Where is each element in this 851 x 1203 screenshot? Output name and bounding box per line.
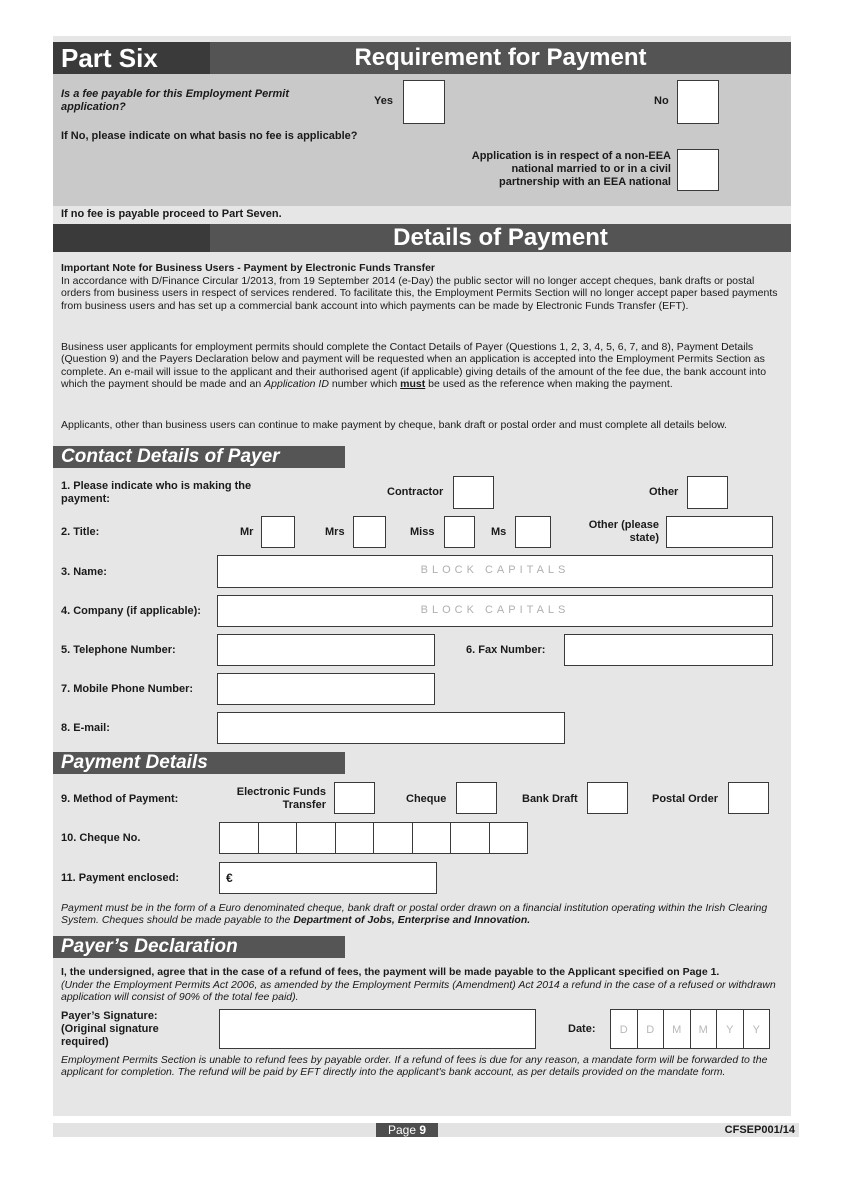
- date-day-box[interactable]: D: [610, 1009, 638, 1049]
- document-code: CFSEP001/14: [724, 1124, 795, 1136]
- details-payment-title: Details of Payment: [393, 224, 608, 251]
- mobile-input[interactable]: [217, 673, 435, 705]
- payment-amount-input[interactable]: [219, 862, 437, 894]
- part-label: Part Six: [53, 42, 210, 74]
- eft-label: Electronic Funds Transfer: [236, 786, 326, 811]
- cheque-digit-box[interactable]: [450, 822, 490, 854]
- cheque-number-grid: [219, 822, 527, 854]
- euro-symbol: €: [226, 871, 233, 885]
- other-title-label: Other (please state): [588, 519, 659, 544]
- other-payer-checkbox[interactable]: [687, 476, 728, 509]
- eft-note-body: In accordance with D/Finance Circular 1/2013, from 19 September 2014 (e-Day) the public sector will no longer accept cheques, bank drafts or postal orders from business users in respect of services rendered. To facilitate this, the Employment Permits Section will no longer accept paper based payments from business users and has set up a commercial bank account into which payments can be made by Electronic Funds Transfer (EFT).: [61, 275, 778, 312]
- part-title: Requirement for Payment: [354, 44, 647, 71]
- proceed-note: If no fee is payable proceed to Part Seven.: [61, 208, 282, 220]
- q8-label: 8. E-mail:: [61, 722, 110, 734]
- fee-no-checkbox[interactable]: [677, 80, 719, 124]
- bank-draft-label: Bank Draft: [522, 793, 578, 805]
- bank-draft-checkbox[interactable]: [587, 782, 628, 814]
- department-name: Department of Jobs, Enterprise and Innovation.: [293, 914, 531, 927]
- banner-left-block: [53, 224, 210, 252]
- postal-order-checkbox[interactable]: [728, 782, 769, 814]
- date-label: Date:: [568, 1023, 596, 1035]
- q4-label: 4. Company (if applicable):: [61, 605, 201, 617]
- name-input[interactable]: [217, 555, 773, 588]
- telephone-input[interactable]: [217, 634, 435, 666]
- title-mr-checkbox[interactable]: [261, 516, 295, 548]
- other-title-input[interactable]: [666, 516, 773, 548]
- title-mrs-checkbox[interactable]: [353, 516, 386, 548]
- miss-label: Miss: [410, 526, 435, 538]
- eft-note-heading: Important Note for Business Users - Payment by Electronic Funds Transfer: [61, 262, 436, 274]
- fax-input[interactable]: [564, 634, 773, 666]
- contractor-checkbox[interactable]: [453, 476, 494, 509]
- cheque-digit-box[interactable]: [489, 822, 529, 854]
- signature-label: Payer’s Signature: (Original signature required): [61, 1010, 159, 1048]
- non-eea-label: Application is in respect of a non-EEA national married to or in a civil partnership with an EEA national: [471, 150, 671, 188]
- other-payer-label: Other: [649, 486, 679, 498]
- declaration-statement-note: (Under the Employment Permits Act 2006, as amended by the Employment Permits (Amendment) Act 2014 a refund in the case of a refused or withdrawn application will consist of 90% of the total fee paid).: [61, 979, 776, 1004]
- q1-label: 1. Please indicate who is making the payment:: [61, 480, 252, 505]
- date-month-box[interactable]: M: [663, 1009, 691, 1049]
- title-ms-checkbox[interactable]: [515, 516, 551, 548]
- part-six-banner: [53, 42, 791, 74]
- company-input[interactable]: [217, 595, 773, 627]
- payment-details-heading: Payment Details: [53, 752, 345, 774]
- cheque-label: Cheque: [406, 793, 447, 805]
- must-emphasis: must: [400, 377, 426, 390]
- cheque-digit-box[interactable]: [219, 822, 259, 854]
- q3-label: 3. Name:: [61, 566, 107, 578]
- date-year-box[interactable]: Y: [716, 1009, 744, 1049]
- cheque-digit-box[interactable]: [373, 822, 413, 854]
- fee-yes-checkbox[interactable]: [403, 80, 445, 124]
- application-id-term: Application ID: [264, 377, 329, 390]
- other-applicants-paragraph: Applicants, other than business users can continue to make payment by cheque, bank draft or postal order and must complete all details below.: [61, 419, 727, 431]
- no-label: No: [654, 95, 669, 107]
- name-placeholder: BLOCK CAPITALS: [420, 564, 570, 576]
- ms-label: Ms: [491, 526, 507, 538]
- cheque-digit-box[interactable]: [296, 822, 336, 854]
- mr-label: Mr: [240, 526, 254, 538]
- contact-details-heading: Contact Details of Payer: [53, 446, 345, 468]
- date-year-box[interactable]: Y: [743, 1009, 771, 1049]
- company-placeholder: BLOCK CAPITALS: [420, 604, 570, 616]
- date-month-box[interactable]: M: [690, 1009, 718, 1049]
- title-miss-checkbox[interactable]: [444, 516, 475, 548]
- q5-label: 5. Telephone Number:: [61, 644, 176, 656]
- contractor-label: Contractor: [387, 486, 444, 498]
- business-users-paragraph: Business user applicants for employment permits should complete the Contact Details of Payer (Questions 1, 2, 3, 4, 5, 6, 7, and 8), Payment Details (Question 9) and the Payers Declaration below and payment will be requested when an application is accepted into the Employment Permits Section as complete. An e-mail will issue to the applicant and their authorised agent (if applicable) giving details of the amount of the fee due, the bank account into which the payment should be made and an Application ID number which must be used as the reference when making the payment.: [61, 341, 767, 390]
- yes-label: Yes: [374, 95, 393, 107]
- non-eea-checkbox[interactable]: [677, 149, 719, 191]
- payment-form-note: Payment must be in the form of a Euro denominated cheque, bank draft or postal order drawn on a financial institution operating within the Irish Clearing System. Cheques should be made payable to the Department of Jobs, Enterprise and Innovation.: [61, 902, 768, 927]
- fee-question: Is a fee payable for this Employment Permit application?: [61, 88, 290, 113]
- page-number: Page 9: [376, 1123, 438, 1137]
- cheque-digit-box[interactable]: [335, 822, 375, 854]
- signature-field[interactable]: [219, 1009, 536, 1049]
- cheque-checkbox[interactable]: [456, 782, 497, 814]
- postal-order-label: Postal Order: [652, 793, 719, 805]
- declaration-statement: I, the undersigned, agree that in the case of a refund of fees, the payment will be made payable to the Applicant specified on Page 1.: [61, 966, 720, 978]
- eft-checkbox[interactable]: [334, 782, 375, 814]
- no-basis-question: If No, please indicate on what basis no fee is applicable?: [61, 130, 358, 142]
- q10-label: 10. Cheque No.: [61, 832, 141, 844]
- declaration-heading: Payer’s Declaration: [53, 936, 345, 958]
- q9-label: 9. Method of Payment:: [61, 793, 179, 805]
- q2-label: 2. Title:: [61, 526, 100, 538]
- refund-note: Employment Permits Section is unable to refund fees by payable order. If a refund of fees is due for any reason, a mandate form will be forwarded to the applicant for completion. The refund will be paid by EFT directly into the applicant's bank account, as per details provided on the mandate form.: [61, 1054, 768, 1079]
- email-input[interactable]: [217, 712, 565, 744]
- details-payment-banner: [53, 224, 791, 252]
- q7-label: 7. Mobile Phone Number:: [61, 683, 194, 695]
- mrs-label: Mrs: [325, 526, 345, 538]
- cheque-digit-box[interactable]: [412, 822, 452, 854]
- cheque-digit-box[interactable]: [258, 822, 298, 854]
- q6-label: 6. Fax Number:: [466, 644, 546, 656]
- q11-label: 11. Payment enclosed:: [61, 872, 179, 884]
- form-page: [53, 36, 791, 1116]
- date-field-grid: [610, 1009, 769, 1049]
- date-day-box[interactable]: D: [637, 1009, 665, 1049]
